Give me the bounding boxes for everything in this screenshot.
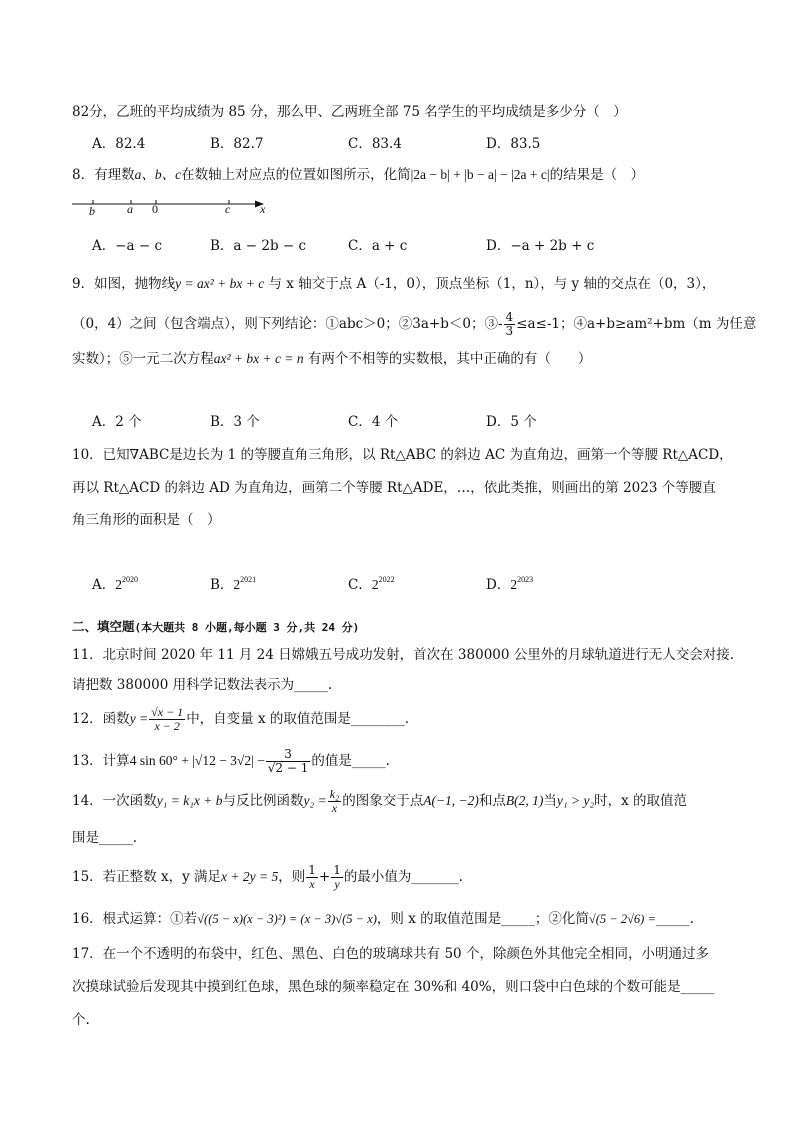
q14-inverse-fn: y₂ = [303, 793, 327, 808]
q15-pre: 15．若正整数 x，y 满足 [72, 869, 222, 885]
q15-post: 的最小值为_______. [343, 869, 463, 885]
q9-line1-post: 与 x 轴交于点 A（-1，0），顶点坐标（1，n），与 y 轴的交点在（0，3）， [268, 276, 716, 292]
q12-pre: 12．函数 [72, 711, 130, 727]
q12 [72, 704, 734, 734]
q14-linear-fn: y₁ = k₁x + b [156, 793, 223, 808]
q9-line2-pre: （0，4）之间（包含端点），则下列结论：①abc＞0；②3a+b＜0；③- [72, 316, 503, 332]
q12-post: 中，自变量 x 的取值范围是________． [186, 711, 419, 727]
q10-option-c-label: C． [348, 577, 372, 593]
q17-line1: 17．在一个不透明的布袋中，红色、黑色、白色的玻璃球共有 50 个，除颜色外其他完全相同，小明通过多 [72, 946, 709, 962]
q13-post: 的值是_____. [311, 753, 390, 769]
q14-mid2: 的图象交于点 [342, 793, 424, 809]
q16-pre: 16．根式运算：①若 [72, 911, 198, 927]
q13-fraction-num: 3 [266, 748, 311, 762]
q15-fraction-2-num: 1 [333, 863, 341, 877]
q10-option-a-label: A． [92, 577, 116, 593]
q15-fraction-1-den: x [309, 877, 315, 891]
q11-line2: 请把数 380000 用科学记数法表示为_____. [72, 677, 333, 693]
q12-fraction-den: x − 2 [154, 719, 180, 733]
number-line-graphic [72, 194, 282, 222]
q17-line3: 个. [72, 1012, 90, 1028]
q12-fraction-num: √x − 1 [151, 705, 184, 719]
q8-option-d[interactable]: D．−a + 2b + c [486, 238, 595, 254]
q8-stem-pre: 8．有理数 [72, 167, 135, 183]
q13-fraction-den: √2 − 1 [267, 761, 309, 775]
q10-option-a-exp: 2020 [122, 575, 138, 584]
q14-line1 [72, 786, 734, 816]
q9-line1-pre: 9．如图，抛物线 [72, 276, 176, 292]
q14-fraction [328, 788, 342, 815]
q10-option-b-exp: 2021 [240, 575, 257, 584]
q10-option-a-base: 2 [115, 577, 122, 592]
q10-option-b[interactable] [210, 570, 256, 595]
q7-option-b[interactable]: B．82.7 [210, 136, 264, 152]
q14-mid3: 和点 [478, 793, 506, 809]
q10-option-d-label: D． [486, 577, 511, 593]
q14-fraction-den: x [331, 801, 338, 815]
q14-condition: y₁ > y₂ [556, 793, 595, 808]
q11-line1: 11．北京时间 2020 年 11 月 24 日嫦娥五号成功发射，首次在 380000 公里外的月球轨道进行无人交会对接. [72, 647, 735, 663]
q13 [72, 746, 734, 776]
q9-fraction-num: 4 [505, 310, 514, 324]
q9-line3 [72, 349, 734, 369]
q13-expr: 4 sin 60° + |√12 − 3√2| − [129, 753, 265, 768]
q14-post: 时，x 的取值范 [594, 793, 688, 809]
q10-option-a[interactable] [92, 570, 138, 595]
q7-stem: 82分，乙班的平均成绩为 85 分，那么甲、乙两班全部 75 名学生的平均成绩是多少分（ ） [72, 104, 627, 120]
q10-option-d[interactable] [486, 570, 533, 595]
q16-mid: ，则 x 的取值范围是_____；②化简 [376, 911, 589, 927]
q10-option-c-base: 2 [371, 577, 379, 592]
q16-post: _____. [655, 911, 694, 927]
q9-option-c[interactable]: C．4 个 [348, 414, 399, 430]
q8-stem-expr: |2a − b| + |b − a| − |2a + c| [410, 167, 550, 182]
q10-option-d-exp: 2023 [517, 575, 534, 584]
q8-number-line [72, 194, 282, 222]
q7-option-c[interactable]: C．83.4 [348, 136, 402, 152]
q7-option-d[interactable]: D．83.5 [486, 136, 541, 152]
q14-fraction-num: k₂ [329, 787, 340, 801]
q15-fraction-2-den: y [334, 877, 340, 891]
q9-line2-post: ≤a≤-1；④a+b≥am²+bm（m 为任意 [516, 316, 757, 332]
number-line-label-b: b [89, 204, 95, 218]
q15 [72, 862, 734, 892]
q8-stem-vars: a、b、c [134, 167, 182, 182]
q14-line2: 围是_____. [72, 830, 138, 846]
q8-option-a[interactable]: A．−a − c [92, 238, 163, 254]
q12-lhs: y = [129, 711, 149, 726]
q9-fraction [504, 311, 516, 338]
q9-line2 [72, 310, 757, 338]
q10-line3: 角三角形的面积是（ ） [72, 512, 221, 528]
q16-expr1: √((5 − x)(x − 3)²) = (x − 3)√(5 − x) [197, 912, 377, 926]
number-line-label-zero: 0 [152, 202, 158, 216]
q15-plus: + [318, 869, 331, 885]
q15-fraction-1 [306, 864, 318, 891]
q9-line3-post: 有两个不相等的实数根，其中正确的有（ ） [307, 351, 592, 367]
q9-line1 [72, 274, 734, 294]
q8-stem [72, 165, 734, 185]
q7-option-a[interactable]: A．82.4 [92, 136, 146, 152]
q14-mid: 与反比例函数 [222, 793, 304, 809]
section-2-heading [72, 617, 734, 638]
q13-fraction [266, 748, 311, 775]
q12-fraction [149, 706, 185, 733]
q17-line2: 次摸球试验后发现其中摸到红色球，黑色球的频率稳定在 30%和 40%，则口袋中白色球的个数可能是_____ [72, 979, 715, 995]
q14-point-b: B(2, 1) [505, 793, 544, 808]
q8-option-b[interactable]: B．a − 2b − c [210, 238, 307, 254]
q15-fraction-2 [331, 864, 343, 891]
section-2-title: 二、填空题 [72, 619, 135, 634]
q8-stem-mid: 在数轴上对应点的位置如图所示，化简 [181, 167, 411, 183]
q9-equation-expr: ax² + bx + c = n [213, 351, 304, 366]
q10-option-c-exp: 2022 [378, 575, 395, 584]
q10-option-d-base: 2 [510, 577, 518, 592]
number-line-label-x: x [260, 202, 266, 216]
q9-option-b[interactable]: B．3 个 [210, 414, 260, 430]
q15-mid: ，则 [278, 869, 306, 885]
q9-option-d[interactable]: D．5 个 [486, 414, 537, 430]
q10-line2: 再以 Rt△ACD 的斜边 AD 为直角边，画第二个等腰 Rt△ADE，…，依此类推，则画出的第 2023 个等腰直 [72, 480, 716, 496]
q10-option-b-label: B． [210, 577, 234, 593]
q10-option-b-base: 2 [233, 577, 241, 592]
q14-mid4: 当 [543, 793, 557, 809]
q8-option-c[interactable]: C．a + c [348, 238, 408, 254]
q15-condition: x + 2y = 5 [221, 869, 279, 884]
number-line-label-c: c [225, 202, 231, 216]
q16 [72, 909, 734, 929]
q10-option-c[interactable] [348, 570, 395, 595]
q15-fraction-1-num: 1 [308, 863, 316, 877]
q9-option-a[interactable]: A．2 个 [92, 414, 142, 430]
q10-line1: 10．已知∇ABC是边长为 1 的等腰直角三角形，以 Rt△ABC 的斜边 AC 为直角边，画第一个等腰 Rt△ACD， [72, 447, 733, 463]
q16-expr2: √(5 − 2√6) = [588, 912, 656, 926]
q8-stem-post: 的结果是（ ） [549, 167, 645, 183]
q13-pre: 13．计算 [72, 753, 130, 769]
q14-pre: 14．一次函数 [72, 793, 157, 809]
section-2-subtitle: (本大题共 8 小题,每小题 3 分,共 24 分) [134, 621, 360, 634]
q9-line3-pre: 实数）；⑤一元二次方程 [72, 351, 214, 367]
q9-parabola-expr: y = ax² + bx + c [175, 276, 265, 291]
q14-point-a: A(−1, −2) [423, 793, 479, 808]
number-line-label-a: a [127, 202, 133, 216]
q9-fraction-den: 3 [505, 324, 514, 338]
